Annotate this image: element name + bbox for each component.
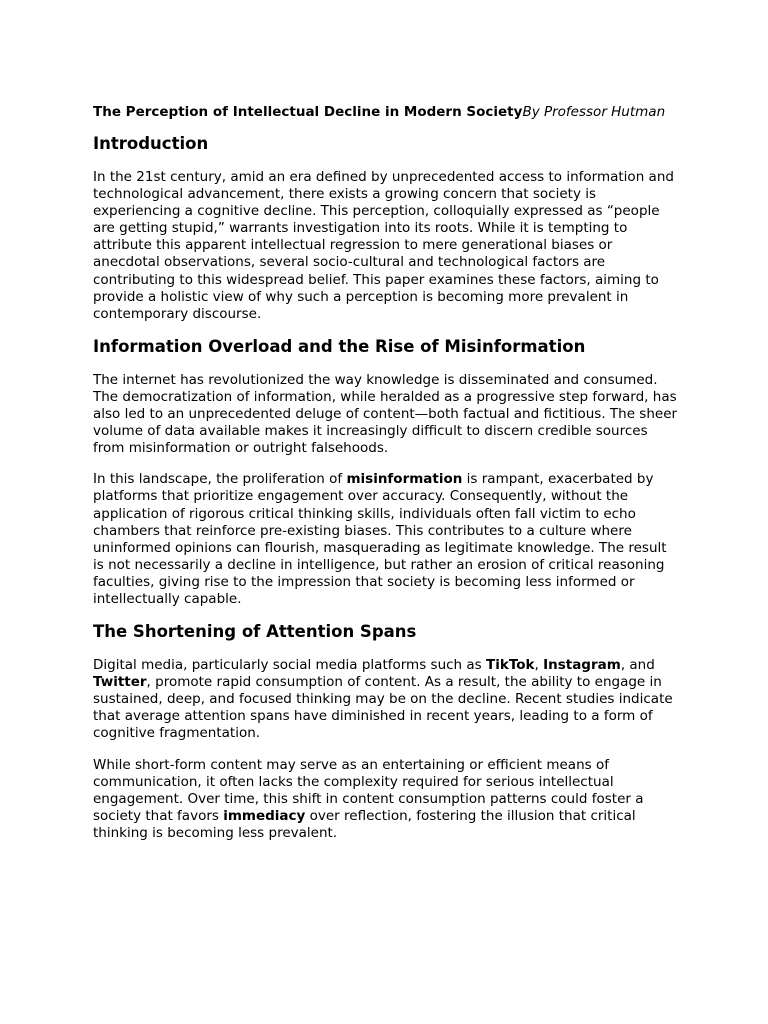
paragraph-text: Digital media, particularly social media platforms such as — [93, 657, 486, 674]
paragraph-text: While short-form content may serve as an entertaining or efficient means of communication, it often lacks the complexity required for serious intellectual engagement. Over time, this shift in content consumption patterns could foster a society that favors — [93, 756, 644, 824]
document-byline: By Professor Hutman — [522, 104, 666, 120]
heading-introduction: Introduction — [93, 134, 209, 153]
heading-information-overload: Information Overload and the Rise of Misinformation — [93, 336, 586, 356]
paragraph-introduction: In the 21st century, amid an era defined by unprecedented access to information and technological advancement, there exists a growing concern that society is experiencing a cognitive decline. This perception, colloquially expressed as “people are getting stupid,” warrants investigation into its roots. While it is tempting to attribute this apparent intellectual regression to mere generational biases or anecdotal observations, several socio-cultural and technological factors are contributing to this widespread belief. This paper examines these factors, aiming to provide a holistic view of why such a perception is becoming more prevalent in contemporary discourse. — [93, 169, 674, 322]
document-page — [93, 104, 678, 856]
paragraph-text: , promote rapid consumption of content. As a result, the ability to engage in sustained, deep, and focused thinking may be on the decline. Recent studies indicate that average attention spans have diminished in recent years, leading to a form of cognitive fragmentation. — [93, 674, 673, 742]
paragraph-text: over reflection, fostering the illusion that critical thinking is becoming less prevalent. — [93, 807, 636, 841]
document-title: The Perception of Intellectual Decline in Modern Society — [93, 104, 523, 120]
paragraph-text: , — [534, 657, 544, 674]
paragraph-attention-spans-1 — [93, 657, 678, 742]
paragraph-text: , and — [620, 657, 655, 674]
paragraph-text: In this landscape, the proliferation of — [93, 471, 347, 488]
bold-term-twitter: Twitter — [93, 674, 147, 691]
paragraph-information-overload-1: The internet has revolutionized the way knowledge is disseminated and consumed. The democratization of information, while heralded as a progressive step forward, has also led to an unprecedented deluge of content—both factual and fictitious. The sheer volume of data available makes it increasingly difficult to discern credible sources from misinformation or outright falsehoods. — [93, 371, 678, 457]
bold-term-immediacy: immediacy — [223, 807, 306, 824]
document-title-line — [93, 104, 678, 121]
bold-term-instagram: Instagram — [543, 657, 621, 674]
paragraph-text: is rampant, exacerbated by platforms that prioritize engagement over accuracy. Consequently, without the application of rigorous critical thinking skills, individuals often fall victim to echo chambers that reinforce pre-existing biases. This contributes to a culture where uninformed opinions can flourish, masquerading as legitimate knowledge. The result is not necessarily a decline in intelligence, but rather an erosion of critical reasoning faculties, giving rise to the impression that society is becoming less informed or intellectually capable. — [93, 471, 667, 607]
paragraph-attention-spans-2 — [93, 757, 678, 842]
bold-term-misinformation: misinformation — [346, 471, 463, 488]
heading-attention-spans: The Shortening of Attention Spans — [93, 622, 417, 642]
bold-term-tiktok: TikTok — [486, 657, 535, 674]
paragraph-information-overload-2 — [93, 471, 678, 608]
